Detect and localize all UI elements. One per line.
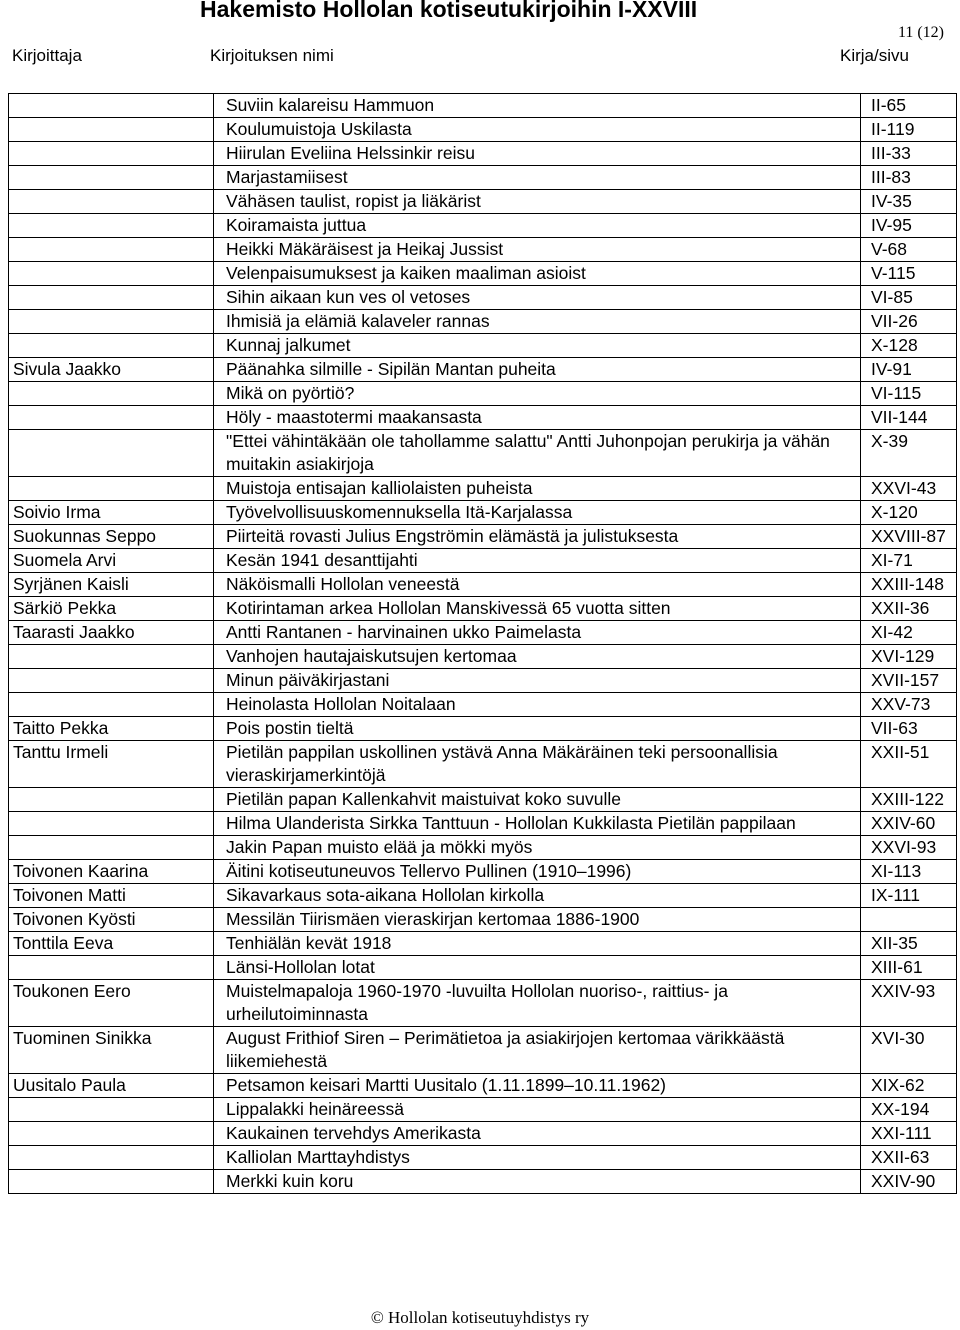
title-cell: Kaukainen tervehdys Amerikasta	[214, 1122, 861, 1146]
reference-cell: XX-194	[861, 1098, 957, 1122]
table-row	[9, 142, 957, 166]
author-cell	[9, 286, 214, 310]
reference-cell: XIII-61	[861, 956, 957, 980]
footer-copyright: © Hollolan kotiseutuyhdistys ry	[370, 1308, 590, 1327]
reference-cell: X-39	[861, 430, 957, 477]
reference-cell: IV-35	[861, 190, 957, 214]
title-cell: Muistoja entisajan kalliolaisten puheista	[214, 477, 861, 501]
reference-cell: XXII-51	[861, 741, 957, 788]
table-row	[9, 836, 957, 860]
reference-cell: XXII-36	[861, 597, 957, 621]
title-cell: Koiramaista juttua	[214, 214, 861, 238]
reference-cell: IX-111	[861, 884, 957, 908]
author-cell	[9, 1098, 214, 1122]
reference-cell: III-83	[861, 166, 957, 190]
title-cell: Länsi-Hollolan lotat	[214, 956, 861, 980]
index-table	[8, 93, 957, 1194]
title-cell: Vanhojen hautajaiskutsujen kertomaa	[214, 645, 861, 669]
table-row	[9, 1074, 957, 1098]
table-row	[9, 693, 957, 717]
title-cell: Merkki kuin koru	[214, 1170, 861, 1194]
author-cell: Soivio Irma	[9, 501, 214, 525]
table-row	[9, 932, 957, 956]
reference-cell: XXIV-60	[861, 812, 957, 836]
author-cell: Suomela Arvi	[9, 549, 214, 573]
table-row	[9, 645, 957, 669]
reference-cell: XI-71	[861, 549, 957, 573]
table-row	[9, 214, 957, 238]
title-cell: Suviin kalareisu Hammuon	[214, 94, 861, 118]
reference-cell: XXV-73	[861, 693, 957, 717]
reference-cell: XXIV-93	[861, 980, 957, 1027]
reference-cell: VII-26	[861, 310, 957, 334]
title-cell: Hiirulan Eveliina Helssinkir reisu	[214, 142, 861, 166]
table-row	[9, 262, 957, 286]
table-row	[9, 94, 957, 118]
reference-cell: XVII-157	[861, 669, 957, 693]
title-cell: August Frithiof Siren – Perimätietoa ja asiakirjojen kertomaa värikkäästä liikemiehestä	[214, 1027, 861, 1074]
author-cell	[9, 190, 214, 214]
reference-cell: II-65	[861, 94, 957, 118]
title-cell: Koulumuistoja Uskilasta	[214, 118, 861, 142]
table-row	[9, 310, 957, 334]
reference-cell: XI-113	[861, 860, 957, 884]
table-row	[9, 956, 957, 980]
reference-cell: VII-63	[861, 717, 957, 741]
reference-cell: V-68	[861, 238, 957, 262]
table-row	[9, 621, 957, 645]
title-cell: Pietilän pappilan uskollinen ystävä Anna Mäkäräinen teki persoonallisia vieraskirjamerkintöjä	[214, 741, 861, 788]
reference-cell: XXVI-93	[861, 836, 957, 860]
reference-cell: XI-42	[861, 621, 957, 645]
title-cell: Muistelmapaloja 1960-1970 -luvuilta Hollolan nuoriso-, raittius- ja urheilutoiminnasta	[214, 980, 861, 1027]
table-row	[9, 430, 957, 477]
reference-cell: X-128	[861, 334, 957, 358]
title-cell: Minun päiväkirjastani	[214, 669, 861, 693]
table-row	[9, 382, 957, 406]
table-row	[9, 118, 957, 142]
reference-cell: XVI-30	[861, 1027, 957, 1074]
author-cell	[9, 645, 214, 669]
reference-cell: IV-91	[861, 358, 957, 382]
title-cell: Piirteitä rovasti Julius Engströmin elämästä ja julistuksesta	[214, 525, 861, 549]
title-cell: Messilän Tiirismäen vieraskirjan kertomaa 1886-1900	[214, 908, 861, 932]
table-row	[9, 1122, 957, 1146]
title-cell: Hilma Ulanderista Sirkka Tanttuun - Hollolan Kukkilasta Pietilän pappilaan	[214, 812, 861, 836]
table-row	[9, 358, 957, 382]
reference-cell: VI-115	[861, 382, 957, 406]
author-cell	[9, 430, 214, 477]
table-row	[9, 884, 957, 908]
table-row	[9, 860, 957, 884]
reference-cell: XII-35	[861, 932, 957, 956]
column-header-title: Kirjoituksen nimi	[210, 46, 334, 65]
table-row	[9, 1098, 957, 1122]
table-row	[9, 334, 957, 358]
title-cell: Höly - maastotermi maakansasta	[214, 406, 861, 430]
title-cell: Kalliolan Marttayhdistys	[214, 1146, 861, 1170]
author-cell: Särkiö Pekka	[9, 597, 214, 621]
reference-cell: II-119	[861, 118, 957, 142]
author-cell: Taitto Pekka	[9, 717, 214, 741]
reference-cell: IV-95	[861, 214, 957, 238]
reference-cell	[861, 908, 957, 932]
author-cell	[9, 1146, 214, 1170]
table-row	[9, 1146, 957, 1170]
title-cell: Näköismalli Hollolan veneestä	[214, 573, 861, 597]
title-cell: Lippalakki heinäreessä	[214, 1098, 861, 1122]
column-header-reference: Kirja/sivu	[840, 46, 909, 65]
reference-cell: VII-144	[861, 406, 957, 430]
table-row	[9, 406, 957, 430]
table-row	[9, 1170, 957, 1194]
table-row	[9, 238, 957, 262]
title-cell: Marjastamiisest	[214, 166, 861, 190]
reference-cell: XXI-111	[861, 1122, 957, 1146]
title-cell: Ihmisiä ja elämiä kalaveler rannas	[214, 310, 861, 334]
reference-cell: XVI-129	[861, 645, 957, 669]
author-cell	[9, 406, 214, 430]
author-cell	[9, 214, 214, 238]
author-cell	[9, 142, 214, 166]
reference-cell: VI-85	[861, 286, 957, 310]
author-cell: Suokunnas Seppo	[9, 525, 214, 549]
table-row	[9, 597, 957, 621]
author-cell: Uusitalo Paula	[9, 1074, 214, 1098]
author-cell	[9, 382, 214, 406]
title-cell: Pois postin tieltä	[214, 717, 861, 741]
table-row	[9, 788, 957, 812]
author-cell: Sivula Jaakko	[9, 358, 214, 382]
author-cell	[9, 812, 214, 836]
author-cell: Toukonen Eero	[9, 980, 214, 1027]
column-header-author: Kirjoittaja	[12, 46, 82, 65]
author-cell	[9, 693, 214, 717]
title-cell: Äitini kotiseutuneuvos Tellervo Pullinen (1910–1996)	[214, 860, 861, 884]
author-cell: Tonttila Eeva	[9, 932, 214, 956]
table-row	[9, 908, 957, 932]
author-cell	[9, 334, 214, 358]
title-cell: "Ettei vähintäkään ole tahollamme salattu" Antti Juhonpojan perukirja ja vähän muitakin asiakirjoja	[214, 430, 861, 477]
author-cell: Toivonen Kyösti	[9, 908, 214, 932]
title-cell: Kunnaj jalkumet	[214, 334, 861, 358]
table-row	[9, 477, 957, 501]
table-row	[9, 812, 957, 836]
table-row	[9, 166, 957, 190]
title-cell: Sihin aikaan kun ves ol vetoses	[214, 286, 861, 310]
author-cell	[9, 1122, 214, 1146]
author-cell	[9, 310, 214, 334]
reference-cell: XXIII-148	[861, 573, 957, 597]
table-row	[9, 1027, 957, 1074]
author-cell: Tuominen Sinikka	[9, 1027, 214, 1074]
title-cell: Pietilän papan Kallenkahvit maistuivat koko suvulle	[214, 788, 861, 812]
author-cell	[9, 836, 214, 860]
title-cell: Heikki Mäkäräisest ja Heikaj Jussist	[214, 238, 861, 262]
reference-cell: XXVI-43	[861, 477, 957, 501]
author-cell	[9, 238, 214, 262]
title-cell: Kotirintaman arkea Hollolan Manskivessä 65 vuotta sitten	[214, 597, 861, 621]
title-cell: Petsamon keisari Martti Uusitalo (1.11.1899–10.11.1962)	[214, 1074, 861, 1098]
title-cell: Mikä on pyörtiö?	[214, 382, 861, 406]
title-cell: Heinolasta Hollolan Noitalaan	[214, 693, 861, 717]
author-cell	[9, 94, 214, 118]
reference-cell: XXVIII-87	[861, 525, 957, 549]
table-row	[9, 286, 957, 310]
author-cell: Toivonen Matti	[9, 884, 214, 908]
table-row	[9, 741, 957, 788]
title-cell: Vähäsen taulist, ropist ja liäkärist	[214, 190, 861, 214]
author-cell: Taarasti Jaakko	[9, 621, 214, 645]
table-row	[9, 980, 957, 1027]
author-cell: Syrjänen Kaisli	[9, 573, 214, 597]
table-row	[9, 573, 957, 597]
title-cell: Tenhiälän kevät 1918	[214, 932, 861, 956]
reference-cell: V-115	[861, 262, 957, 286]
author-cell	[9, 1170, 214, 1194]
title-cell: Velenpaisumuksest ja kaiken maaliman asioist	[214, 262, 861, 286]
reference-cell: III-33	[861, 142, 957, 166]
author-cell	[9, 166, 214, 190]
table-row	[9, 549, 957, 573]
table-row	[9, 501, 957, 525]
author-cell	[9, 669, 214, 693]
reference-cell: XIX-62	[861, 1074, 957, 1098]
author-cell	[9, 118, 214, 142]
author-cell	[9, 788, 214, 812]
title-cell: Antti Rantanen - harvinainen ukko Paimelasta	[214, 621, 861, 645]
author-cell	[9, 477, 214, 501]
table-row	[9, 190, 957, 214]
title-cell: Päänahka silmille - Sipilän Mantan puheita	[214, 358, 861, 382]
document-title: Hakemisto Hollolan kotiseutukirjoihin I-XXVIII	[200, 0, 698, 22]
reference-cell: XXII-63	[861, 1146, 957, 1170]
author-cell	[9, 262, 214, 286]
title-cell: Kesän 1941 desanttijahti	[214, 549, 861, 573]
page-number: 11 (12)	[897, 24, 944, 41]
table-row	[9, 717, 957, 741]
title-cell: Työvelvollisuuskomennuksella Itä-Karjalassa	[214, 501, 861, 525]
reference-cell: XXIII-122	[861, 788, 957, 812]
author-cell: Tanttu Irmeli	[9, 741, 214, 788]
title-cell: Sikavarkaus sota-aikana Hollolan kirkolla	[214, 884, 861, 908]
table-row	[9, 525, 957, 549]
author-cell: Toivonen Kaarina	[9, 860, 214, 884]
reference-cell: XXIV-90	[861, 1170, 957, 1194]
author-cell	[9, 956, 214, 980]
table-row	[9, 669, 957, 693]
title-cell: Jakin Papan muisto elää ja mökki myös	[214, 836, 861, 860]
reference-cell: X-120	[861, 501, 957, 525]
